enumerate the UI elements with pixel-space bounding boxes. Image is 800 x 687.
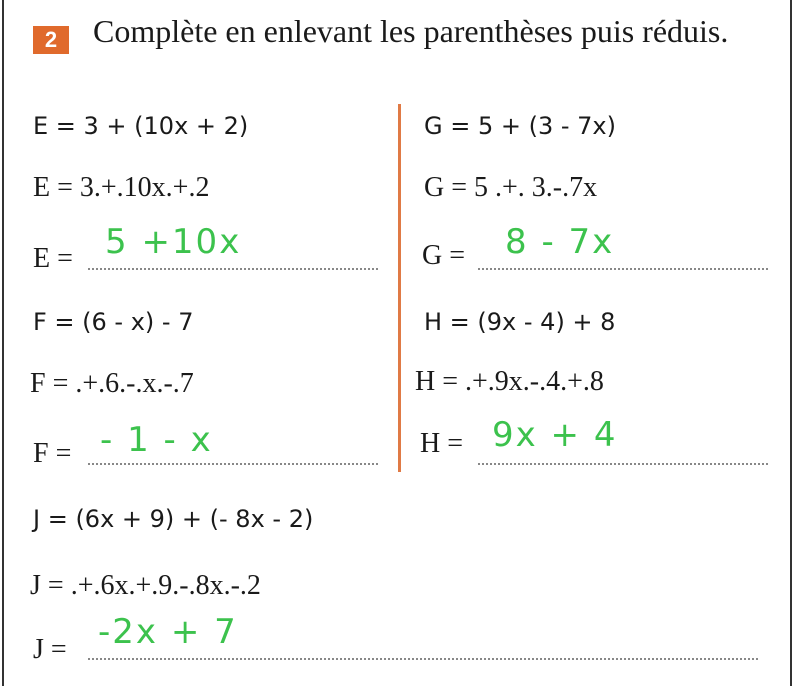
expression-e: E = 3 + (10x + 2)	[33, 112, 249, 140]
result-label-j: J =	[33, 634, 67, 665]
expression-h: H = (9x - 4) + 8	[424, 308, 616, 336]
answer-line-g	[478, 268, 768, 270]
result-label-f: F =	[33, 438, 72, 469]
column-divider	[398, 104, 401, 472]
answer-line-f	[88, 463, 378, 465]
exercise-number-badge: 2	[33, 26, 69, 54]
handwritten-answer-e: 5 +10x	[105, 222, 242, 262]
expression-g: G = 5 + (3 - 7x)	[424, 112, 616, 140]
expanded-j: J = .+.6x.+.9.-.8x.-.2	[30, 570, 261, 601]
handwritten-answer-j: -2x + 7	[98, 612, 238, 652]
expanded-e: E = 3.+.10x.+.2	[33, 172, 210, 203]
exercise-instruction: Complète en enlevant les parenthèses puis réduis.	[93, 13, 729, 49]
expanded-g: G = 5 .+. 3.-.7x	[424, 172, 598, 203]
expanded-f: F = .+.6.-.x.-.7	[30, 368, 194, 399]
handwritten-answer-h: 9x + 4	[492, 415, 618, 455]
expanded-h: H = .+.9x.-.4.+.8	[415, 366, 604, 397]
result-label-e: E =	[33, 243, 73, 274]
result-label-h: H =	[420, 428, 464, 459]
expression-j: J = (6x + 9) + (- 8x - 2)	[33, 505, 314, 533]
handwritten-answer-f: - 1 - x	[100, 420, 213, 460]
handwritten-answer-g: 8 - 7x	[505, 222, 615, 262]
result-label-g: G =	[422, 240, 466, 271]
answer-line-j	[88, 658, 758, 660]
expression-f: F = (6 - x) - 7	[33, 308, 194, 336]
answer-line-e	[88, 268, 378, 270]
answer-line-h	[478, 463, 768, 465]
